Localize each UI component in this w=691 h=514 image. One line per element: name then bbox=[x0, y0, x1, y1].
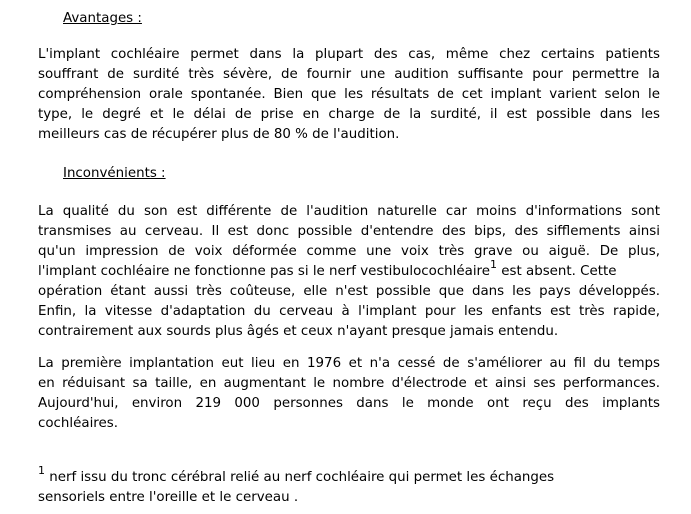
footnote-line bbox=[38, 464, 660, 488]
history-line: Aujourd'hui, environ 219 000 personnes dans le monde ont reçu des implants bbox=[38, 396, 660, 411]
disadvantages-line-with-footnote bbox=[38, 258, 660, 282]
disadvantages-line-part: l'implant cochléaire ne fonctionne pas si le nerf vestibulocochléaire bbox=[38, 264, 491, 279]
history-line: La première implantation eut lieu en 1976 et n'a cessé de s'améliorer au fil du temps bbox=[38, 356, 660, 371]
advantages-paragraph bbox=[38, 45, 660, 145]
history-line: en réduisant sa taille, en augmentant le nombre d'électrode et ainsi ses performances. bbox=[38, 376, 660, 391]
disadvantages-line-part: est absent. Cette bbox=[501, 264, 617, 279]
history-paragraph bbox=[38, 354, 660, 434]
disadvantages-line: La qualité du son est différente de l'audition naturelle car moins d'informations sont bbox=[38, 204, 660, 219]
footnote bbox=[38, 464, 660, 508]
footnote-line: sensoriels entre l'oreille et le cerveau . bbox=[38, 490, 299, 505]
disadvantages-line: opération étant aussi très coûteuse, elle n'est possible que dans les pays développés. bbox=[38, 284, 660, 299]
advantages-line: souffrant de surdité très sévère, de fournir une audition suffisante pour permettre la bbox=[38, 67, 660, 82]
footnote-text: nerf issu du tronc cérébral relié au nerf cochléaire qui permet les échanges bbox=[49, 470, 555, 485]
disadvantages-line: Enfin, la vitesse d'adaptation du cerveau à l'implant pour les enfants est très rapide, bbox=[38, 304, 660, 319]
advantages-line: type, le degré et le délai de prise en charge de la surdité, il est possible dans les bbox=[38, 107, 660, 122]
advantages-line: L'implant cochléaire permet dans la plupart des cas, même chez certains patients bbox=[38, 47, 660, 62]
advantages-line: compréhension orale spontanée. Bien que les résultats de cet implant varient selon le bbox=[38, 87, 660, 102]
disadvantages-line: contrairement aux sourds plus âgés et ceux n'ayant presque jamais entendu. bbox=[38, 324, 559, 339]
disadvantages-line: qu'un impression de voix déformée comme une voix très grave ou aiguë. De plus, bbox=[38, 244, 660, 259]
disadvantages-paragraph bbox=[38, 202, 660, 342]
footnote-reference: 1 bbox=[490, 258, 498, 271]
disadvantages-line: transmises au cerveau. Il est donc possible d'entendre des bips, des sifflements ainsi bbox=[38, 224, 660, 239]
history-line: cochléaires. bbox=[38, 416, 118, 431]
advantages-heading: Avantages : bbox=[63, 11, 142, 26]
disadvantages-heading: Inconvénients : bbox=[63, 166, 166, 181]
advantages-line: meilleurs cas de récupérer plus de 80 % de l'audition. bbox=[38, 127, 400, 142]
footnote-marker: 1 bbox=[38, 464, 45, 477]
